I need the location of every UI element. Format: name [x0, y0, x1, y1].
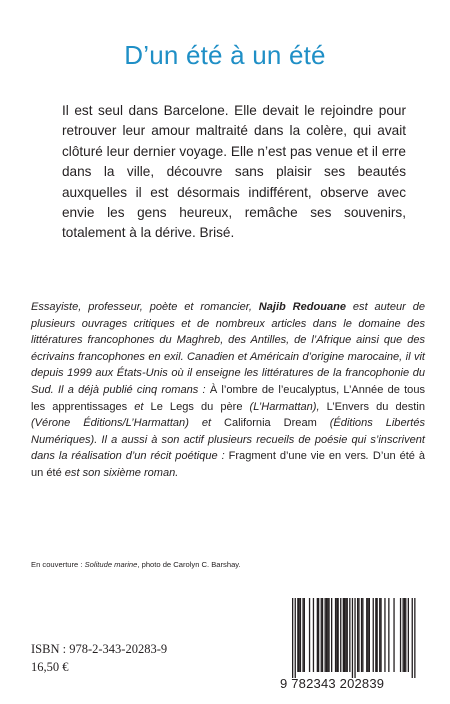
synopsis-paragraph: Il est seul dans Barcelone. Elle devait le rejoindre pour retrouver leur amour maltraité dans la colère, qui avait clôturé leur dernier voyage. Elle n’est pas venue et il erre dans la ville, découvre sans plaisir ses beautés auxquelles il est désormais indifférent, observe avec envie les gens heureux, remâche ses souvenirs, totalement à la dérive. Brisé.	[62, 103, 406, 241]
barcode-bar	[362, 598, 363, 672]
bio-text: .	[365, 450, 373, 463]
isbn-label: ISBN : 978-2-343-20283-9	[31, 642, 168, 656]
book-title-ref: California Dream	[224, 417, 317, 430]
barcode-bar	[347, 598, 348, 672]
barcode-bar	[322, 598, 323, 672]
barcode-bar	[302, 598, 303, 672]
barcode-bar	[292, 598, 293, 678]
barcode-bar	[338, 598, 339, 672]
book-title-ref: L’Envers du destin	[326, 400, 425, 413]
barcode-bar	[373, 598, 374, 672]
barcode-bar	[375, 598, 376, 672]
barcode-bar	[354, 598, 355, 678]
book-title: D’un été à un été	[124, 40, 326, 70]
barcode-bar	[361, 598, 362, 672]
barcode-bar	[297, 598, 298, 672]
barcode-bar	[317, 598, 318, 672]
barcode-bar	[318, 598, 319, 672]
barcode-bar	[326, 598, 327, 672]
barcode	[280, 598, 426, 694]
bio-text: est son sixième roman.	[61, 466, 179, 479]
barcode-bar	[345, 598, 346, 672]
bio-text: (L’Harmattan),	[242, 400, 327, 413]
barcode-bar	[343, 598, 344, 672]
barcode-bar	[335, 598, 336, 672]
barcode-bar	[313, 598, 314, 672]
barcode-bar	[379, 598, 380, 672]
barcode-bar	[367, 598, 368, 672]
barcode-bar	[393, 598, 394, 672]
barcode-bar	[404, 598, 405, 672]
author-bio	[31, 299, 425, 482]
price-label: 16,50 €	[31, 660, 69, 674]
barcode-bar	[384, 598, 385, 672]
barcode-digits: 9 782343 202839	[280, 676, 385, 691]
book-title-ref: Fragment d’une vie en vers	[228, 450, 366, 463]
barcode-bar	[369, 598, 370, 672]
book-title-ref: D’un été à un été	[31, 450, 425, 479]
barcode-bar	[408, 598, 409, 672]
barcode-bar	[300, 598, 301, 672]
bio-text: (Éditions Libertés Numériques). Il a aussi à son actif plusieurs recueils de poésie qui s’inscrivent dans la réalisation d’un récit poétique :	[31, 417, 425, 463]
book-title-ref: À l’ombre de l’eucalyptus, L’Année de tous les apprentissages	[31, 383, 425, 413]
barcode-bar	[388, 598, 389, 672]
credit-prefix: En couverture :	[31, 560, 85, 569]
barcode-bar	[299, 598, 300, 672]
barcode-bar	[366, 598, 367, 672]
barcode-bar	[377, 598, 378, 672]
barcode-bars	[280, 598, 426, 678]
barcode-bar	[331, 598, 332, 672]
barcode-bar	[405, 598, 406, 672]
bio-text: Essayiste, professeur, poète et romancier,	[31, 301, 259, 313]
credit-work: Solitude marine	[84, 560, 138, 569]
barcode-bar	[358, 598, 359, 672]
barcode-bar	[349, 598, 350, 672]
bio-text: et	[127, 400, 151, 413]
author-name: Najib Redouane	[258, 301, 347, 313]
credit-suffix: , photo de Carolyn C. Barshay.	[137, 560, 241, 569]
barcode-bar	[295, 598, 296, 678]
barcode-bar	[414, 598, 415, 678]
bio-text: est auteur de plusieurs ouvrages critiques et de nombreux articles dans le domaine des littératures francophones du Maghreb, des Antilles, de l’Afrique ainsi que des écrivains francophones en exil. Canadien et Américain d’origine marocaine, il vit depuis 1999 aux États-Unis où il enseigne les littératures de la francophonie du Sud. Il a déjà publié cinq romans :	[31, 301, 425, 396]
cover-credit	[31, 560, 431, 569]
barcode-bar	[304, 598, 305, 672]
barcode-bar	[403, 598, 404, 672]
barcode-bar	[309, 598, 310, 672]
barcode-bar	[352, 598, 353, 678]
barcode-bar	[344, 598, 345, 672]
barcode-bar	[321, 598, 322, 672]
barcode-bar	[357, 598, 358, 672]
barcode-bar	[328, 598, 329, 672]
book-title-ref: Le Legs du père	[150, 400, 243, 413]
barcode-bar	[325, 598, 326, 672]
barcode-bar	[412, 598, 413, 678]
bio-text: (Vérone Éditions/L’Harmattan) et	[31, 417, 225, 430]
barcode-bar	[380, 598, 381, 672]
barcode-bar	[327, 598, 328, 672]
barcode-bar	[340, 598, 341, 672]
barcode-bar	[400, 598, 401, 672]
barcode-bar	[336, 598, 337, 672]
